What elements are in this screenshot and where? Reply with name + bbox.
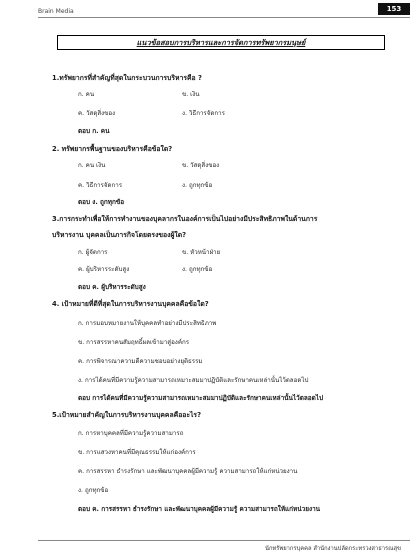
question-4-option-a: ก. การมอบหมายงานให้บุคคลทำอย่างมีประสิทธิภาพ — [78, 320, 217, 327]
question-5: 5.เป้าหมายสำคัญในการบริหารงานบุคคลคืออะไร? — [52, 411, 202, 419]
question-4-answer: ตอบ การได้คนที่มีความรู้ความสามารถเหมาะสมมาปฏิบัติและรักษาคนเหล่านั้นไว้ตลอดไป — [78, 394, 324, 402]
question-2-option-a: ก. คน เงิน — [78, 162, 106, 169]
question-1-option-c: ค. วัสดุสิ่งของ — [78, 110, 116, 117]
question-4-option-d: ง. การได้คนที่มีความรู้ความสามารถเหมาะสมมาปฏิบัติและรักษาคนเหล่านั้นไว้ตลอดไป — [78, 377, 309, 384]
header-divider — [38, 17, 410, 18]
question-5-option-d: ง. ถูกทุกข้อ — [78, 487, 109, 494]
question-4: 4. เป้าหมายที่ดีที่สุดในการบริหารงานบุคคลคือข้อใด? — [52, 300, 209, 308]
question-5-option-a: ก. การหาบุคคลที่มีความรู้ความสามารถ — [78, 430, 184, 437]
question-2: 2. ทรัพยากรพื้นฐานของบริหารคือข้อใด? — [52, 145, 173, 153]
question-2-option-d: ง. ถูกทุกข้อ — [182, 182, 213, 189]
question-4-option-c: ค. การพิจารณาความดีความชอบอย่างยุติธรรม — [78, 358, 203, 365]
question-5-answer: ตอบ ค. การสรรหา ธำรงรักษา และพัฒนาบุคคลผู้มีความรู้ ความสามารถให้แก่หน่วยงาน — [78, 505, 321, 513]
page-number: 153 — [378, 3, 410, 15]
question-3-answer: ตอบ ค. ผู้บริหารระดับสูง — [78, 283, 146, 291]
question-1: 1.ทรัพยากรที่สำคัญที่สุดในกระบวนการบริหารคือ ? — [52, 74, 202, 82]
question-4-option-b: ข. การสรรหาคนสัมฤทธิ์ผลเข้ามาสู่องค์กร — [78, 339, 190, 346]
brand-label: Brain Media — [38, 8, 74, 15]
page-title: แนวข้อสอบการบริหารและการจัดการทรัพยากรมนุษย์ — [57, 35, 385, 50]
question-1-option-a: ก. คน — [78, 91, 95, 98]
question-3-option-a: ก. ผู้จัดการ — [78, 249, 108, 256]
question-2-answer: ตอบ ง. ถูกทุกข้อ — [78, 198, 125, 206]
question-1-option-d: ง. วิธีการจัดการ — [182, 110, 225, 117]
question-1-option-b: ข. เงิน — [182, 91, 200, 98]
footer-divider — [38, 540, 410, 541]
question-3-option-d: ง. ถูกทุกข้อ — [182, 266, 213, 273]
question-1-answer: ตอบ ก. คน — [78, 127, 110, 135]
question-3-line-2: บริหารงาน บุคคลเป็นภารกิจโดยตรงของผู้ใด? — [52, 231, 187, 239]
footer-text: นักทรัพยากรบุคคล สำนักงานปลัดกระทรวงสาธารณสุข — [265, 546, 401, 552]
question-2-option-b: ข. วัสดุสิ่งของ — [182, 162, 220, 169]
question-5-option-b: ข. การแสวงหาคนที่มีคุณธรรมให้แก่องค์การ — [78, 449, 196, 456]
question-2-option-c: ค. วิธีการจัดการ — [78, 182, 123, 189]
question-3: 3.การกระทำเพื่อให้การทำงานของบุคลากรในองค์การเป็นไปอย่างมีประสิทธิภาพในด้านการ — [52, 215, 318, 223]
question-5-option-c: ค. การสรรหา ธำรงรักษา และพัฒนาบุคคลผู้มีความรู้ ความสามารถให้แก่หน่วยงาน — [78, 468, 298, 475]
question-3-option-c: ค. ผู้บริหารระดับสูง — [78, 266, 130, 273]
question-3-option-b: ข. หัวหน้าฝ่าย — [182, 249, 221, 256]
